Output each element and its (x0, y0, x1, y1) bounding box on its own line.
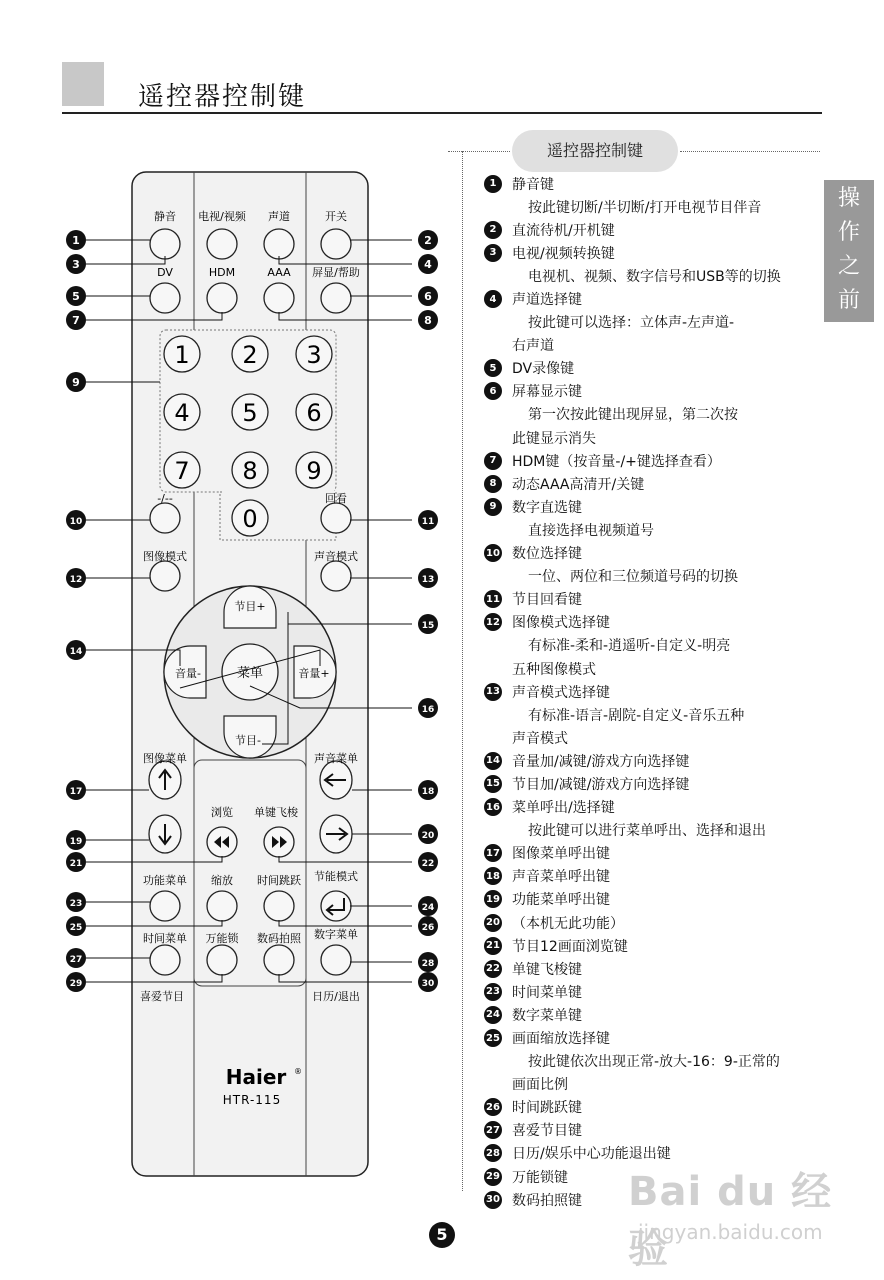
callout-number: 28 (421, 959, 435, 969)
legend-number-badge: 10 (484, 544, 502, 562)
legend-number-badge: 29 (484, 1168, 502, 1186)
mute-button (150, 229, 180, 259)
vol-down-label: 音量- (175, 667, 201, 680)
legend-number-badge: 20 (484, 914, 502, 932)
callout-number: 5 (72, 290, 80, 303)
energy-label: 节能模式 (314, 870, 358, 883)
digit-1-button-label: 1 (174, 341, 190, 369)
tv-av-button (207, 229, 237, 259)
digit-2-button-label: 2 (242, 341, 258, 369)
legend-text: 万能锁键 (512, 1169, 568, 1186)
callout-number: 26 (421, 923, 435, 933)
legend-text: 动态AAA高清开/关键 (512, 476, 645, 493)
legend-text: 数位选择键 (512, 546, 582, 563)
callout-number: 16 (421, 705, 435, 715)
callout-number: 6 (424, 290, 432, 303)
legend-text: 按此键依次出现正常-放大-16：9-正常的 (528, 1054, 780, 1071)
zoom-button (207, 891, 237, 921)
legend-text: 声音模式选择键 (512, 684, 610, 701)
digit-4-button-label: 4 (174, 399, 190, 427)
hdm-button-label: HDM (208, 266, 236, 279)
legend-text: 图像菜单呼出键 (512, 846, 610, 863)
digit-0-button-label: 0 (242, 505, 258, 533)
legend-text: 功能菜单呼出键 (512, 892, 610, 909)
legend-number-badge: 21 (484, 937, 502, 955)
sound-mode-button-label: 声音模式 (314, 550, 358, 563)
snd-menu-label: 声音菜单 (314, 752, 358, 765)
legend-text: 数字菜单键 (512, 1007, 582, 1024)
legend-text: 一位、两位和三位频道号码的切换 (528, 569, 738, 586)
callout-number: 1 (72, 234, 80, 247)
callout-number: 9 (72, 376, 80, 389)
legend-text: 按此键可以选择：立体声-左声道- (528, 315, 735, 332)
legend-number-badge: 22 (484, 960, 502, 978)
legend-text: HDM键（按音量-/+键选择查看） (512, 453, 721, 470)
watermark-url: jingyan.baidu.com (638, 1220, 823, 1244)
display-help-button (321, 283, 351, 313)
sound-channel-button-label: 声道 (268, 210, 290, 223)
legend-number-badge: 7 (484, 452, 502, 470)
side-tab-char: 前 (837, 288, 860, 313)
picture-mode-button-label: 图像模式 (143, 550, 187, 563)
legend-text: 音量加/减键/游戏方向选择键 (512, 753, 690, 770)
callout-number: 4 (424, 258, 432, 271)
legend-number-badge: 25 (484, 1029, 502, 1047)
recall-button (321, 503, 351, 533)
legend-number-badge: 9 (484, 498, 502, 516)
legend-number-badge: 8 (484, 475, 502, 493)
callout-number: 12 (69, 575, 83, 585)
favorite-label: 喜爱节目 (140, 990, 184, 1003)
function-menu-button-label: 功能菜单 (143, 874, 187, 887)
browse-label: 浏览 (211, 806, 233, 819)
sound-mode-button (321, 561, 351, 591)
power-button (321, 229, 351, 259)
universal-lock-button-label: 万能锁 (205, 932, 239, 945)
time-jump-button (264, 891, 294, 921)
legend-text: 单键飞梭键 (512, 961, 582, 978)
display-help-button-label: 屏显/帮助 (312, 266, 360, 279)
digit-3-button-label: 3 (306, 341, 322, 369)
pic-menu-label: 图像菜单 (143, 752, 187, 765)
legend-number-badge: 18 (484, 867, 502, 885)
zoom-button-label: 缩放 (211, 874, 233, 887)
legend-number-badge: 23 (484, 983, 502, 1001)
legend-text: 声音模式 (512, 730, 568, 747)
callout-number: 10 (69, 517, 83, 527)
legend-text: 有标准-柔和-逍遥听-自定义-明亮 (528, 638, 731, 655)
side-tab-char: 之 (837, 254, 860, 279)
ch-up-label: 节目+ (234, 600, 266, 613)
legend-text: 电视机、视频、数字信号和USB等的切换 (528, 268, 781, 285)
tv-av-button-label: 电视/视频 (198, 210, 246, 223)
vol-up-label: 音量+ (298, 667, 330, 680)
legend-number-badge: 13 (484, 683, 502, 701)
hdm-button (207, 283, 237, 313)
legend-text: 静音键 (512, 176, 554, 193)
legend-number-badge: 5 (484, 359, 502, 377)
callout-number: 20 (421, 831, 435, 841)
legend-text: 有标准-语言-剧院-自定义-音乐五种 (528, 707, 745, 724)
legend-text: 节目12画面浏览键 (512, 938, 628, 955)
digit-9-button-label: 9 (306, 457, 322, 485)
legend-number-badge: 24 (484, 1006, 502, 1024)
callout-number: 2 (424, 234, 432, 247)
page-title: 遥控器控制键 (138, 82, 307, 112)
legend-number-badge: 6 (484, 382, 502, 400)
legend-text: 日历/娱乐中心功能退出键 (512, 1146, 671, 1163)
callout-number: 27 (69, 955, 83, 965)
function-menu-button (150, 891, 180, 921)
legend-text: 直接选择电视频道号 (528, 522, 654, 539)
legend-number-badge: 15 (484, 775, 502, 793)
legend-text: 声道选择键 (512, 292, 582, 309)
callout-number: 25 (69, 923, 83, 933)
page-number: 5 (429, 1222, 455, 1248)
legend-number-badge: 16 (484, 798, 502, 816)
universal-lock-button (207, 945, 237, 975)
callout-number: 24 (421, 903, 435, 913)
power-button-label: 开关 (325, 210, 347, 223)
digit-8-button-label: 8 (242, 457, 258, 485)
watermark-text: Bai du 经验 (628, 1169, 833, 1272)
callout-number: 29 (69, 979, 83, 989)
callout-number: 3 (72, 258, 80, 271)
calendar-exit-label: 日历/退出 (312, 990, 360, 1003)
legend-text: 第一次按此键出现屏显，第二次按 (528, 407, 738, 424)
digit-5-button-label: 5 (242, 399, 258, 427)
legend-number-badge: 2 (484, 221, 502, 239)
callout-number: 15 (421, 621, 435, 631)
callout-number: 7 (72, 314, 80, 327)
callout-number: 22 (421, 859, 435, 869)
legend-number-badge: 26 (484, 1098, 502, 1116)
legend-text: 节目回看键 (512, 592, 582, 609)
callout-number: 30 (421, 979, 435, 989)
recall-button-label: 回看 (325, 492, 347, 505)
legend-number-badge: 14 (484, 752, 502, 770)
legend-text: 电视/视频转换键 (512, 245, 615, 262)
legend-number-badge: 27 (484, 1121, 502, 1139)
legend-text: 声音菜单呼出键 (512, 869, 610, 886)
legend-text: 五种图像模式 (512, 661, 596, 678)
legend-number-badge: 17 (484, 844, 502, 862)
digital-menu-button (321, 945, 351, 975)
legend-number-badge: 3 (484, 244, 502, 262)
dv-button (150, 283, 180, 313)
legend-text: 数码拍照键 (512, 1192, 582, 1209)
callout-number: 23 (69, 899, 83, 909)
time-jump-button-label: 时间跳跃 (257, 874, 301, 887)
photo-button-label: 数码拍照 (257, 932, 301, 945)
callout-number: 11 (421, 517, 435, 527)
legend-text: 画面比例 (512, 1077, 568, 1094)
legend-text: 节目加/减键/游戏方向选择键 (512, 776, 690, 793)
digit-panel-join (222, 488, 334, 494)
aaa-button (264, 283, 294, 313)
photo-button (264, 945, 294, 975)
mute-button-label: 静音 (154, 210, 176, 223)
legend-number-badge: 4 (484, 290, 502, 308)
legend-text: 按此键可以进行菜单呼出、选择和退出 (528, 823, 766, 840)
brand-logo: Haier (225, 1065, 287, 1089)
shuttle-label: 单键飞梭 (254, 806, 298, 819)
sound-channel-button (264, 229, 294, 259)
aaa-button-label: AAA (267, 266, 291, 279)
side-tab-char: 操 (837, 186, 860, 211)
time-menu-button (150, 945, 180, 975)
legend-text: DV录像键 (512, 361, 575, 378)
digit-mode-button (150, 503, 180, 533)
legend-text: 按此键切断/半切断/打开电视节目伴音 (528, 199, 762, 216)
legend-text: 图像模式选择键 (512, 615, 610, 632)
digit-6-button-label: 6 (306, 399, 322, 427)
legend-text: 右声道 (512, 338, 554, 355)
digit-7-button-label: 7 (174, 457, 190, 485)
ch-down-label: 节目- (235, 734, 261, 747)
side-tab-char: 作 (837, 220, 860, 245)
energy-mode-button (321, 891, 351, 921)
model-label: HTR-115 (222, 1093, 282, 1107)
legend-text: 画面缩放选择键 (512, 1031, 610, 1048)
legend-text: （本机无此功能） (512, 915, 624, 932)
callout-number: 8 (424, 314, 432, 327)
callout-number: 18 (421, 787, 435, 797)
callout-number: 14 (69, 647, 83, 657)
menu-button-label: 菜单 (236, 666, 264, 681)
legend-title: 遥控器控制键 (512, 130, 678, 172)
legend-text: 直流待机/开机键 (512, 222, 615, 239)
legend-number-badge: 30 (484, 1191, 502, 1209)
digit-mode-button-label: -/-- (157, 492, 173, 505)
legend-text: 喜爱节目键 (512, 1123, 582, 1140)
legend-text: 时间跳跃键 (512, 1100, 582, 1117)
dv-button-label: DV (157, 266, 173, 279)
legend-text: 菜单呼出/选择键 (512, 800, 615, 817)
legend-number-badge: 1 (484, 175, 502, 193)
callout-number: 19 (69, 837, 83, 847)
legend-text: 时间菜单键 (512, 984, 582, 1001)
legend-number-badge: 28 (484, 1144, 502, 1162)
legend-text: 数字直选键 (512, 499, 582, 516)
legend-number-badge: 19 (484, 890, 502, 908)
legend-number-badge: 12 (484, 613, 502, 631)
callout-number: 17 (69, 787, 83, 797)
watermark (628, 1150, 858, 1272)
picture-mode-button (150, 561, 180, 591)
callout-number: 21 (69, 859, 83, 869)
digital-menu-button-label: 数字菜单 (314, 928, 358, 941)
legend-number-badge: 11 (484, 590, 502, 608)
legend-text: 屏幕显示键 (512, 384, 582, 401)
time-menu-button-label: 时间菜单 (143, 932, 187, 945)
callout-number: 13 (421, 575, 435, 585)
legend-text: 此键显示消失 (512, 430, 596, 447)
registered-mark: ® (294, 1067, 302, 1076)
